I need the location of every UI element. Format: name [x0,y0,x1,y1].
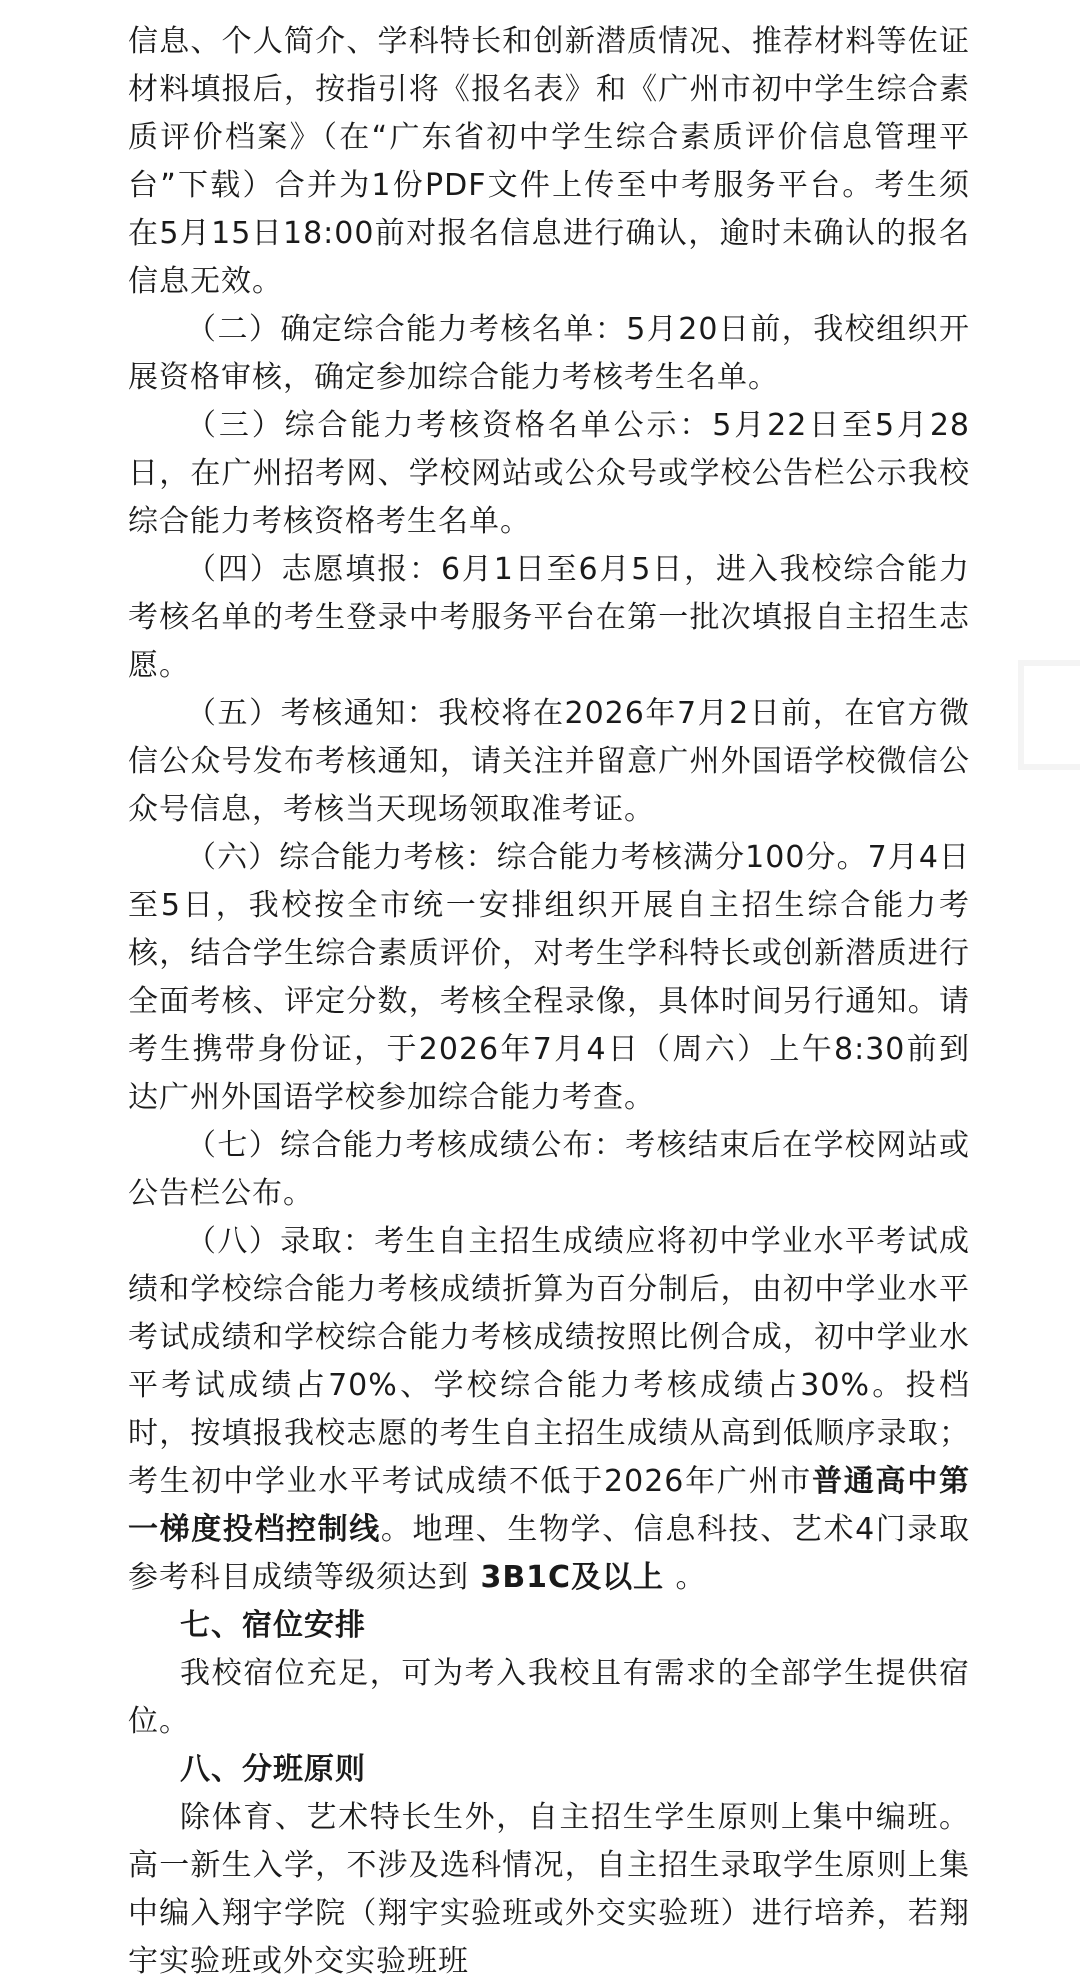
item-8-label: （八）录取： [186,1224,375,1259]
grade-requirement-highlight: 3B1C及以上 [469,1560,676,1595]
item-8-paragraph [128,1218,970,1602]
item-5-text: 我校将在2026年7月2日前，在官方微信公众号发布考核通知，请关注并留意广州外国语学校微信公众号信息，考核当天现场领取准考证。 [128,696,970,827]
intro-paragraph: 信息、个人简介、学科特长和创新潜质情况、推荐材料等佐证材料填报后，按指引将《报名表》和《广州市初中学生综合素质评价档案》（在“广东省初中学生综合素质评价信息管理平台”下载）合并为1份PDF文件上传至中考服务平台。考生须在5月15日18:00前对报名信息进行确认，逾时未确认的报名信息无效。 [128,24,970,299]
item-8-text-3: 。 [675,1560,707,1595]
item-2-label: （二）确定综合能力考核名单： [186,312,627,347]
item-3-label: （三）综合能力考核资格名单公示： [186,408,713,443]
item-4-label: （四）志愿填报： [186,552,441,587]
section-7-body: 我校宿位充足，可为考入我校且有需求的全部学生提供宿位。 [128,1656,970,1739]
item-5-paragraph [128,690,970,834]
item-4-paragraph [128,546,970,690]
item-7-paragraph [128,1122,970,1218]
item-8-text-1: 考生自主招生成绩应将初中学业水平考试成绩和学校综合能力考核成绩折算为百分制后，由初中学业水平考试成绩和学校综合能力考核成绩按照比例合成，初中学业水平考试成绩占70%、学校综合能力考核成绩占30%。投档时，按填报我校志愿的考生自主招生成绩从高到低顺序录取；考生初中学业水平考试成绩不低于2026年广州市 [128,1224,970,1499]
item-2-paragraph [128,306,970,402]
item-2-text: 5月20日前，我校组织开展资格审核，确定参加综合能力考核考生名单。 [128,312,970,395]
section-7-heading: 七、宿位安排 [180,1608,366,1643]
item-6-label: （六）综合能力考核： [186,840,497,875]
section-8-heading: 八、分班原则 [180,1752,366,1787]
item-3-paragraph [128,402,970,546]
control-line-highlight: 普通高中第一梯度投档控制线 [128,1464,971,1547]
item-7-text: 考核结束后在学校网站或公告栏公布。 [128,1128,970,1211]
edge-artifact [1018,660,1080,770]
item-6-paragraph [128,834,970,1122]
item-5-label: （五）考核通知： [186,696,439,731]
item-4-text: 6月1日至6月5日，进入我校综合能力考核名单的考生登录中考服务平台在第一批次填报自主招生志愿。 [128,552,971,683]
item-6-text: 综合能力考核满分100分。7月4日至5日，我校按全市统一安排组织开展自主招生综合能力考核，结合学生综合素质评价，对考生学科特长或创新潜质进行全面考核、评定分数，考核全程录像，具体时间另行通知。请考生携带身份证，于2026年7月4日（周六）上午8:30前到达广州外国语学校参加综合能力考查。 [128,840,971,1115]
item-3-text: 5月22日至5月28日，在广州招考网、学校网站或公众号或学校公告栏公示我校综合能力考核资格考生名单。 [128,408,971,539]
section-8-body: 除体育、艺术特长生外，自主招生学生原则上集中编班。高一新生入学，不涉及选科情况，自主招生录取学生原则上集中编入翔宇学院（翔宇实验班或外交实验班）进行培养，若翔宇实验班或外交实验班班 [128,1800,970,1979]
item-8-text-2: 。地理、生物学、信息科技、艺术4门录取参考科目成绩等级须达到 [128,1512,971,1595]
item-7-label: （七）综合能力考核成绩公布： [186,1128,626,1163]
document-content [128,18,970,1986]
